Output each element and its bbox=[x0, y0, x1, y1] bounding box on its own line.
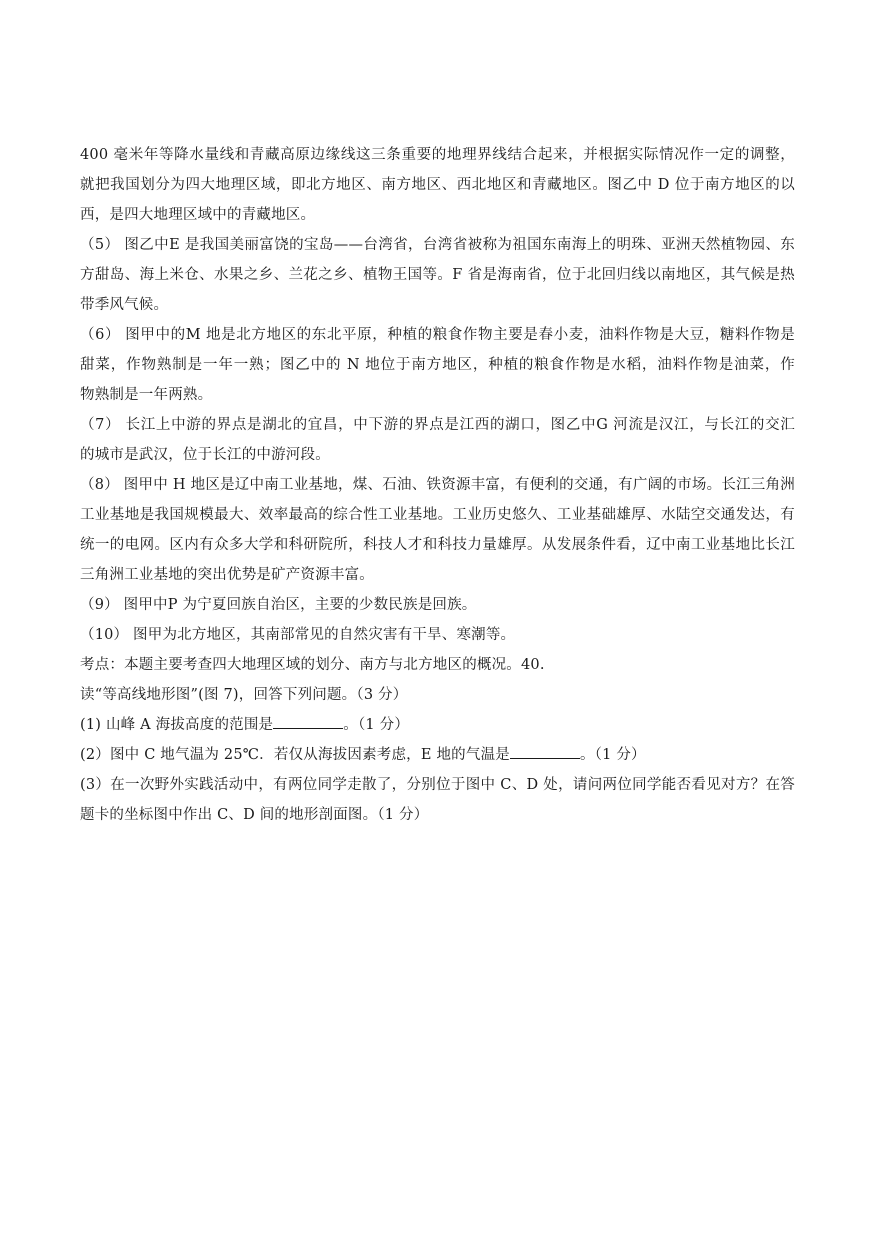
knowledge-point-line: 考点：本题主要考查四大地理区域的划分、南方与北方地区的概况。40. bbox=[80, 657, 545, 673]
question-3-line: 题卡的坐标图中作出 C、D 间的地形剖面图。（1 分） bbox=[80, 807, 429, 823]
question-1-text: (1) 山峰 A 海拔高度的范围是 bbox=[80, 717, 274, 733]
paragraph-line: 400 毫米年等降水量线和青藏高原边缘线这三条重要的地理界线结合起来，并根据实际情况作一定的调整， bbox=[80, 147, 795, 163]
answer-10-line: （10） 图甲为北方地区，其南部常见的自然灾害有干旱、寒潮等。 bbox=[80, 627, 516, 643]
question-1-score: 。（1 分） bbox=[343, 717, 410, 733]
question-2-score: 。（1 分） bbox=[579, 747, 646, 763]
answer-6-line: （6） 图甲中的M 地是北方地区的东北平原，种植的粮食作物主要是春小麦，油料作物是大豆，糖料作物是 bbox=[80, 327, 795, 343]
answer-8-line: （8） 图甲中 H 地区是辽中南工业基地，煤、石油、铁资源丰富，有便利的交通，有广阔的市场。长江三角洲 bbox=[80, 477, 795, 493]
question-40-stem: 读“等高线地形图”(图 7)，回答下列问题。（3 分） bbox=[80, 687, 408, 703]
answer-7-line: 的城市是武汉，位于长江的中游河段。 bbox=[80, 447, 330, 463]
question-2 bbox=[80, 740, 795, 770]
answer-9-line: （9） 图甲中P 为宁夏回族自治区，主要的少数民族是回族。 bbox=[80, 597, 477, 613]
answer-8-line: 三角洲工业基地的突出优势是矿产资源丰富。 bbox=[80, 567, 374, 583]
question-3-line: (3）在一次野外实践活动中，有两位同学走散了，分别位于图中 C、D 处，请问两位同学能否看见对方？在答 bbox=[80, 777, 795, 793]
question-2-text: (2）图中 C 地气温为 25℃．若仅从海拔因素考虑，E 地的气温是 bbox=[80, 747, 510, 763]
paragraph-line: 西，是四大地理区域中的青藏地区。 bbox=[80, 207, 316, 223]
answer-5-line: （5） 图乙中E 是我国美丽富饶的宝岛——台湾省，台湾省被称为祖国东南海上的明珠、亚洲天然植物园、东 bbox=[80, 237, 795, 253]
document-page bbox=[80, 140, 795, 830]
answer-6-line: 甜菜，作物熟制是一年一熟；图乙中的 N 地位于南方地区，种植的粮食作物是水稻，油料作物是油菜，作 bbox=[80, 357, 795, 373]
answer-8-line: 工业基地是我国规模最大、效率最高的综合性工业基地。工业历史悠久、工业基础雄厚、水陆空交通发达，有 bbox=[80, 507, 795, 523]
answer-8-line: 统一的电网。区内有众多大学和科研院所，科技人才和科技力量雄厚。从发展条件看，辽中南工业基地比长江 bbox=[80, 537, 795, 553]
answer-6-line: 物熟制是一年两熟。 bbox=[80, 387, 213, 403]
answer-blank-2[interactable] bbox=[510, 744, 580, 759]
answer-5-line: 带季风气候。 bbox=[80, 297, 169, 313]
answer-5-line: 方甜岛、海上米仓、水果之乡、兰花之乡、植物王国等。F 省是海南省，位于北回归线以南地区，其气候是热 bbox=[80, 267, 795, 283]
answer-7-line: （7） 长江上中游的界点是湖北的宜昌，中下游的界点是江西的湖口，图乙中G 河流是汉江，与长江的交汇 bbox=[80, 417, 795, 433]
answer-blank-1[interactable] bbox=[273, 714, 343, 729]
paragraph-line: 就把我国划分为四大地理区域，即北方地区、南方地区、西北地区和青藏地区。图乙中 D 位于南方地区的以 bbox=[80, 177, 795, 193]
question-1 bbox=[80, 710, 795, 740]
